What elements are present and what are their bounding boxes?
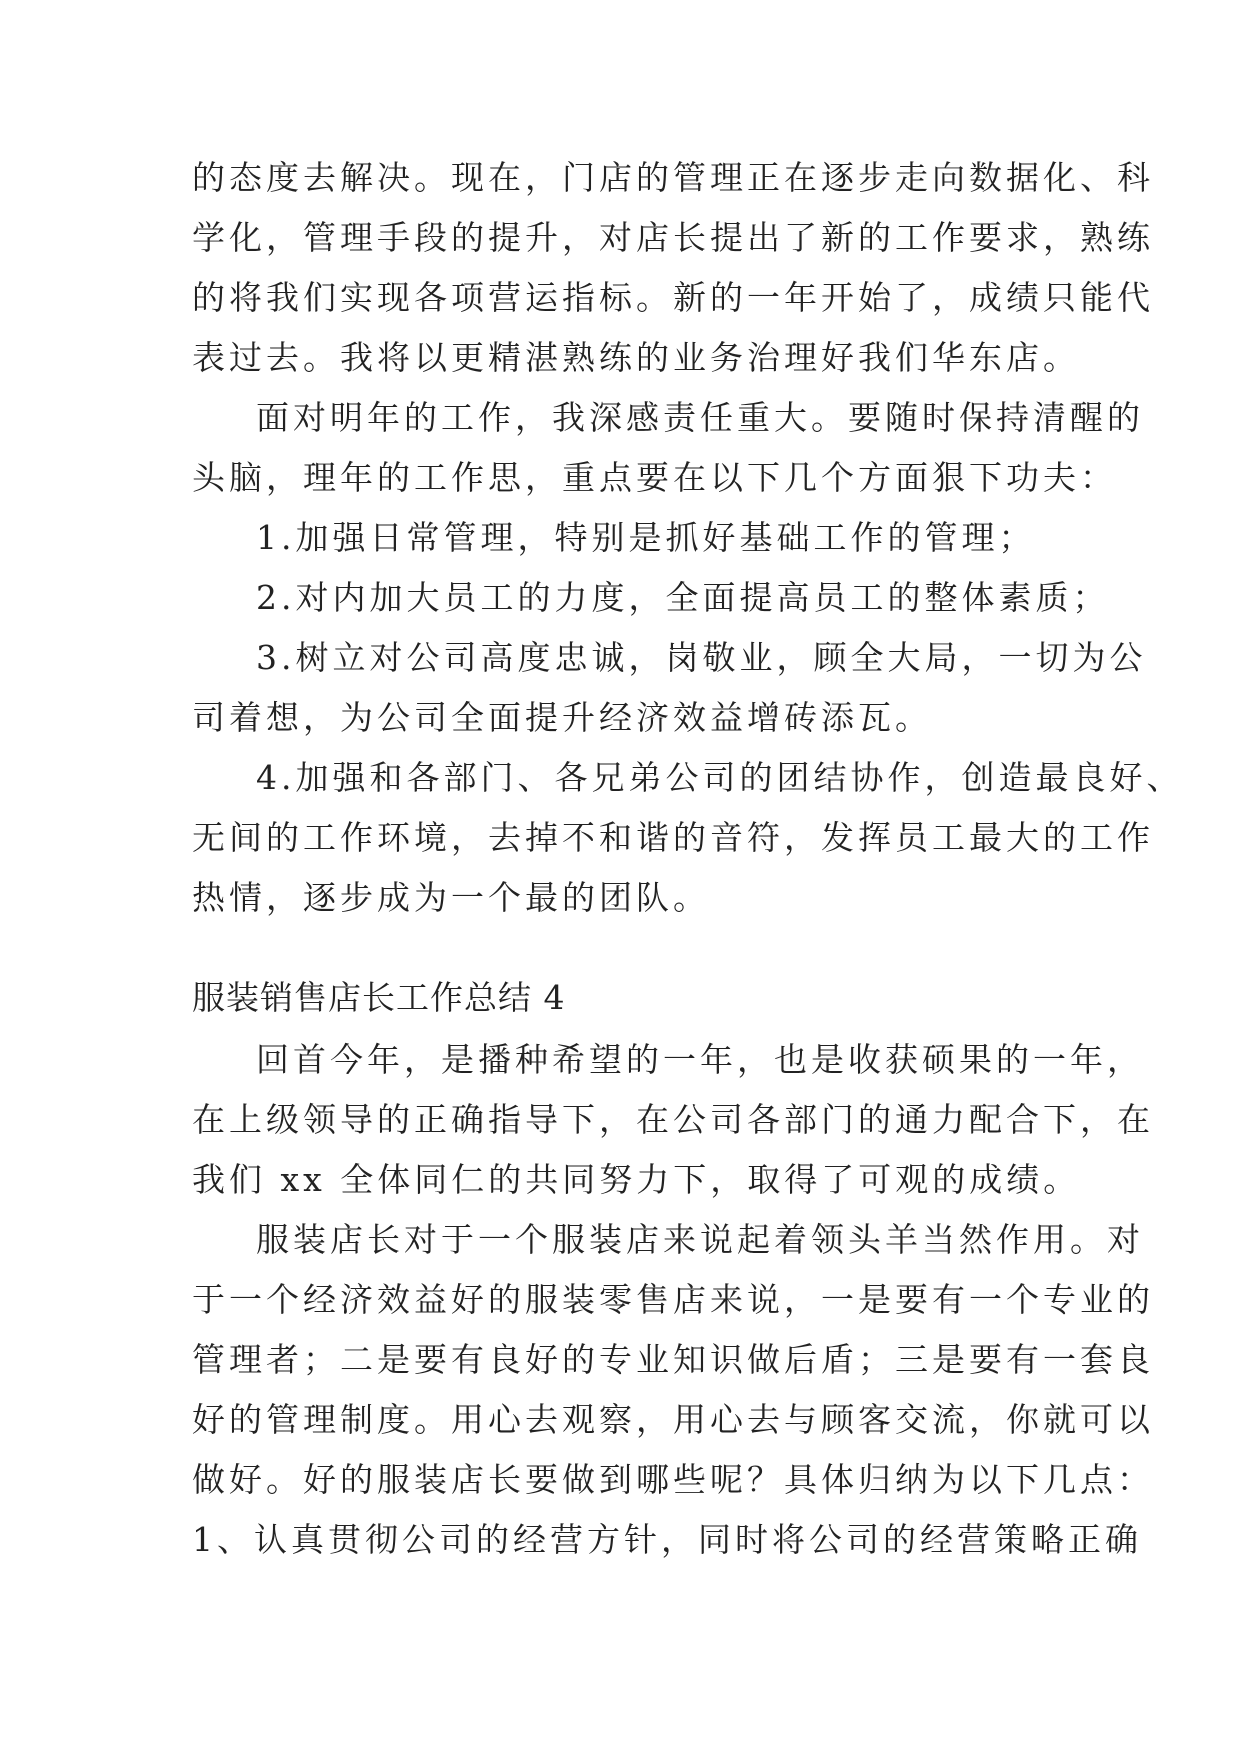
paragraph-line: 学化，管理手段的提升，对店长提出了新的工作要求，熟练 [192, 218, 1154, 257]
section-heading: 服装销售店长工作总结 4 [192, 978, 566, 1017]
paragraph-line: 回首今年，是播种希望的一年，也是收获硕果的一年， [256, 1040, 1144, 1079]
list-item: 1.加强日常管理，特别是抓好基础工作的管理； [256, 518, 1036, 557]
paragraph-line: 好的管理制度。用心去观察，用心去与顾客交流，你就可以 [192, 1400, 1154, 1439]
paragraph-line: 服装店长对于一个服装店来说起着领头羊当然作用。对 [256, 1220, 1144, 1259]
list-item: 司着想，为公司全面提升经济效益增砖添瓦。 [192, 698, 932, 737]
paragraph-line: 表过去。我将以更精湛熟练的业务治理好我们华东店。 [192, 338, 1080, 377]
paragraph-line: 1、认真贯彻公司的经营方针，同时将公司的经营策略正确 [192, 1520, 1142, 1559]
paragraph-line: 于一个经济效益好的服装零售店来说，一是要有一个专业的 [192, 1280, 1154, 1319]
paragraph-line: 在上级领导的正确指导下，在公司各部门的通力配合下，在 [192, 1100, 1154, 1139]
paragraph-line: 管理者；二是要有良好的专业知识做后盾；三是要有一套良 [192, 1340, 1154, 1379]
list-item: 4.加强和各部门、各兄弟公司的团结协作，创造最良好、 [256, 758, 1184, 797]
paragraph-line: 头脑，理年的工作思，重点要在以下几个方面狠下功夫： [192, 458, 1117, 497]
paragraph-line: 的态度去解决。现在，门店的管理正在逐步走向数据化、科 [192, 158, 1154, 197]
paragraph-line: 我们 xx 全体同仁的共同努力下，取得了可观的成绩。 [192, 1160, 1081, 1199]
list-item: 2.对内加大员工的力度，全面提高员工的整体素质； [256, 578, 1110, 617]
list-item: 3.树立对公司高度忠诚，岗敬业，顾全大局，一切为公 [256, 638, 1147, 677]
paragraph-line: 的将我们实现各项营运指标。新的一年开始了，成绩只能代 [192, 278, 1154, 317]
paragraph-line: 面对明年的工作，我深感责任重大。要随时保持清醒的 [256, 398, 1144, 437]
list-item: 热情，逐步成为一个最的团队。 [192, 878, 710, 917]
paragraph-line: 做好。好的服装店长要做到哪些呢？具体归纳为以下几点： [192, 1460, 1154, 1499]
list-item: 无间的工作环境，去掉不和谐的音符，发挥员工最大的工作 [192, 818, 1154, 857]
